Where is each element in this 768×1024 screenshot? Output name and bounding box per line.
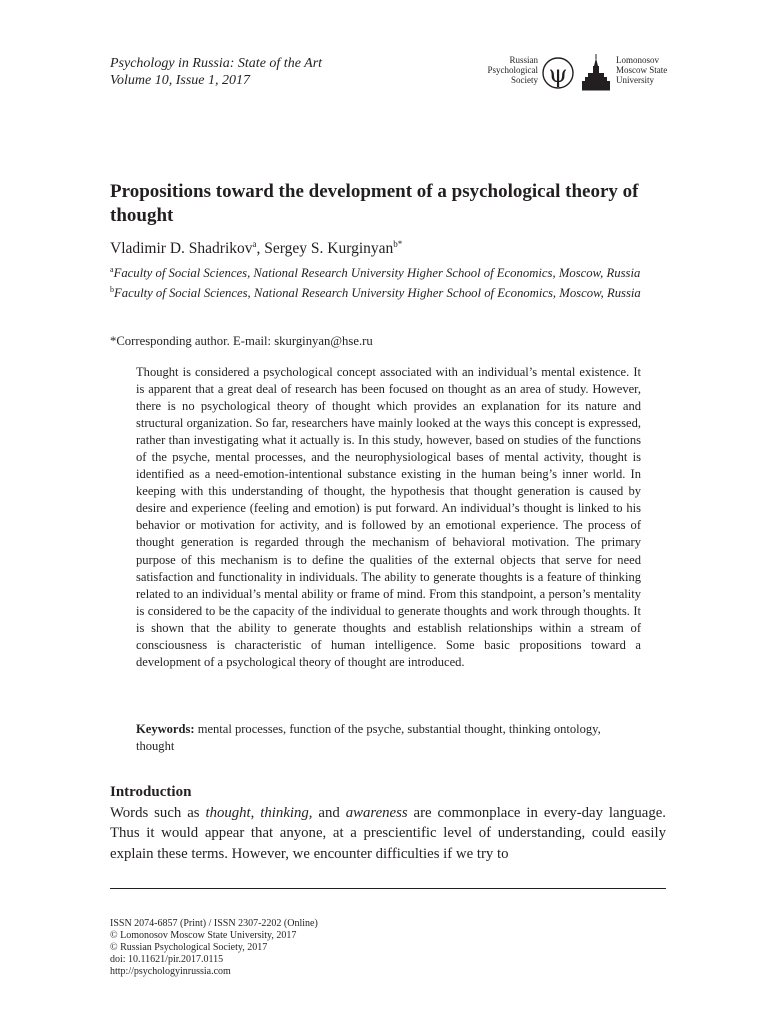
msu-logo-line: University [616, 75, 654, 85]
intro-text: and [312, 805, 346, 821]
affiliation-text: Faculty of Social Sciences, National Research University Higher School of Economics, Moscow, Russia [113, 266, 641, 281]
copyright-line: © Russian Psychological Society, 2017 [110, 942, 268, 953]
svg-text:ψ: ψ [548, 60, 568, 88]
keywords-list: mental processes, function of the psyche, substantial thought, thinking ontology, thought [136, 722, 601, 754]
journal-issue: Volume 10, Issue 1, 2017 [110, 73, 250, 88]
rps-logo-line: Society [511, 75, 538, 85]
intro-paragraph [110, 803, 666, 864]
author-separator: , [256, 240, 265, 258]
intro-emphasis: thought [205, 805, 251, 821]
intro-text: Words such as [110, 805, 206, 821]
author-affiliation-mark: a [252, 239, 257, 249]
website-link[interactable]: http://psychologyinrussia.com [110, 966, 231, 977]
doi-line: doi: 10.11621/pir.2017.0115 [110, 954, 224, 965]
copyright-line: © Lomonosov Moscow State University, 2017 [110, 930, 297, 941]
affiliation-mark: a [110, 265, 114, 274]
author-name: Vladimir D. Shadrikov [110, 240, 253, 258]
issn-line: ISSN 2074-6857 (Print) / ISSN 2307-2202 (Online) [110, 918, 318, 929]
rps-logo-text [480, 55, 538, 85]
journal-title: Psychology in Russia: State of the Art [110, 56, 323, 71]
msu-logo-line: Moscow State [616, 65, 668, 75]
abstract: Thought is considered a psychological concept associated with an individual’s mental existence. It is apparent that a great deal of research has been focused on thought as an area of study. However, there is no psychological theory of thought which provides an explanation for its nature and structural organization. So far, researchers have mainly looked at the ways this concept is expressed, rather than investigating what it actually is. In this study, however, based on studies of the functions of the psyche, mental processes, and the neurophysiological bases of mental activity, thought is identified as a need-emotion-intentional substance existing in the human being’s inner world. In keeping with this understanding of thought, the hypothesis that thought generation is caused by desire and experience (feeling and emotion) is put forward. An individual’s thought is linked to his behavior or motivation for activity, and is followed by an emotional experience. The process of thought generation is regarded through the mechanism of behavioral motivation. The primary purpose of this mechanism is to define the qualities of the external objects that serve for need satisfaction and functionality in individuals. The ability to generate thoughts is a feature of thinking related to an individual’s mental ability or frame of mind. From this standpoint, a person’s mentality is considered to be the capacity of the individual to generate thoughts and work through thoughts. It is shown that the ability to generate thoughts and establish relationships within a stream of consciousness is characteristic of human intelligence. Some basic propositions toward a development of a psychological theory of thought are introduced. [136, 365, 641, 669]
author-affiliation-mark: b* [393, 239, 403, 249]
intro-text: , [250, 805, 261, 821]
publisher-logos [480, 55, 680, 95]
keywords-label: Keywords: [136, 722, 195, 736]
intro-emphasis: awareness [345, 805, 408, 821]
msu-logo-text [616, 55, 680, 85]
rps-emblem-icon [542, 56, 574, 90]
rps-logo-line: Russian [509, 55, 538, 65]
intro-emphasis: thinking, [260, 805, 313, 821]
affiliation-text: Faculty of Social Sciences, National Research University Higher School of Economics, Moscow, Russia [114, 285, 641, 300]
intro-text: are commonplace in every-day language. Thus it would appear that anyone, at a prescientific level of understanding, could easily explain these terms. However, we encounter difficulties if we try to [110, 805, 667, 862]
msu-building-icon [582, 53, 610, 91]
author-list [110, 235, 402, 258]
article-title: Propositions toward the development of a psychological theory of thought [110, 181, 639, 226]
author-name: Sergey S. Kurginyan [264, 240, 394, 258]
footer [110, 918, 318, 978]
affiliation-mark: b [110, 284, 114, 294]
affiliation [110, 282, 670, 302]
affiliations [110, 262, 670, 301]
footer-divider [110, 888, 666, 889]
keywords [136, 721, 641, 756]
section-heading: Introduction [110, 784, 192, 800]
journal-header [110, 55, 322, 89]
affiliation [110, 262, 670, 282]
rps-logo-line: Psychological [487, 65, 538, 75]
corresponding-author: *Corresponding author. E-mail: skurginyan@hse.ru [110, 334, 373, 348]
msu-logo-line: Lomonosov [616, 55, 660, 65]
